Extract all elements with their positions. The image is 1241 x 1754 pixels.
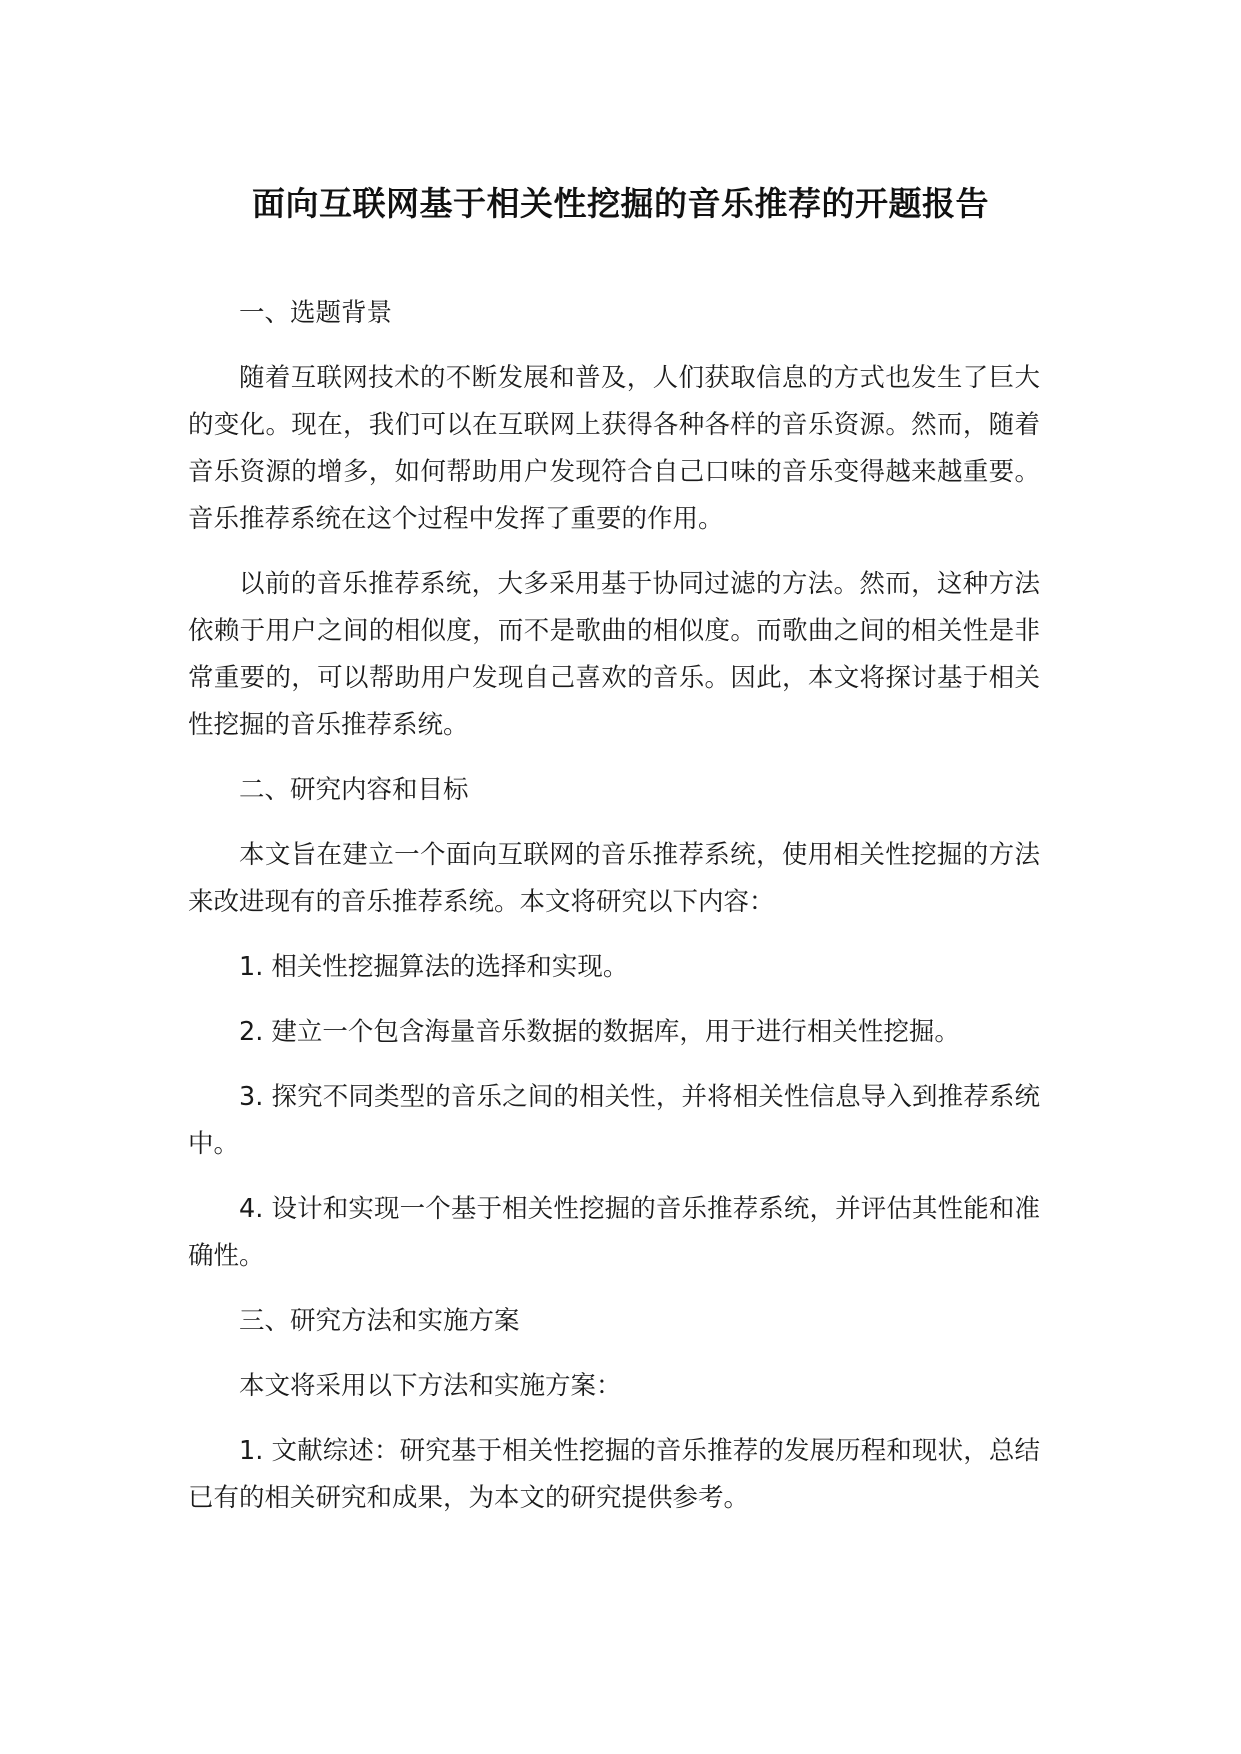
- list-item-research-4: 4. 设计和实现一个基于相关性挖掘的音乐推荐系统，并评估其性能和准确性。: [188, 1194, 1040, 1271]
- document-title: 面向互联网基于相关性挖掘的音乐推荐的开题报告: [252, 184, 989, 223]
- list-item-research-1: 1. 相关性挖掘算法的选择和实现。: [239, 952, 629, 982]
- paragraph-methods-intro: 本文将采用以下方法和实施方案：: [239, 1371, 622, 1401]
- section-heading-background: 一、选题背景: [239, 298, 393, 328]
- list-item-methods-1: 1. 文献综述：研究基于相关性挖掘的音乐推荐的发展历程和现状，总结已有的相关研究和成果，为本文的研究提供参考。: [188, 1436, 1040, 1513]
- document-body: [188, 290, 1040, 1540]
- list-item-research-3: 3. 探究不同类型的音乐之间的相关性，并将相关性信息导入到推荐系统中。: [188, 1082, 1040, 1159]
- section-heading-methods: 三、研究方法和实施方案: [239, 1306, 520, 1336]
- list-item-research-2: 2. 建立一个包含海量音乐数据的数据库，用于进行相关性挖掘。: [239, 1017, 960, 1047]
- paragraph-research-intro: 本文旨在建立一个面向互联网的音乐推荐系统，使用相关性挖掘的方法来改进现有的音乐推荐系统。本文将研究以下内容：: [188, 840, 1040, 917]
- section-heading-research-content: 二、研究内容和目标: [239, 775, 469, 805]
- paragraph-background-2: 以前的音乐推荐系统，大多采用基于协同过滤的方法。然而，这种方法依赖于用户之间的相似度，而不是歌曲的相似度。而歌曲之间的相关性是非常重要的，可以帮助用户发现自己喜欢的音乐。因此，本文将探讨基于相关性挖掘的音乐推荐系统。: [188, 569, 1040, 740]
- paragraph-background-1: 随着互联网技术的不断发展和普及，人们获取信息的方式也发生了巨大的变化。现在，我们可以在互联网上获得各种各样的音乐资源。然而，随着音乐资源的增多，如何帮助用户发现符合自己口味的音乐变得越来越重要。音乐推荐系统在这个过程中发挥了重要的作用。: [188, 363, 1040, 534]
